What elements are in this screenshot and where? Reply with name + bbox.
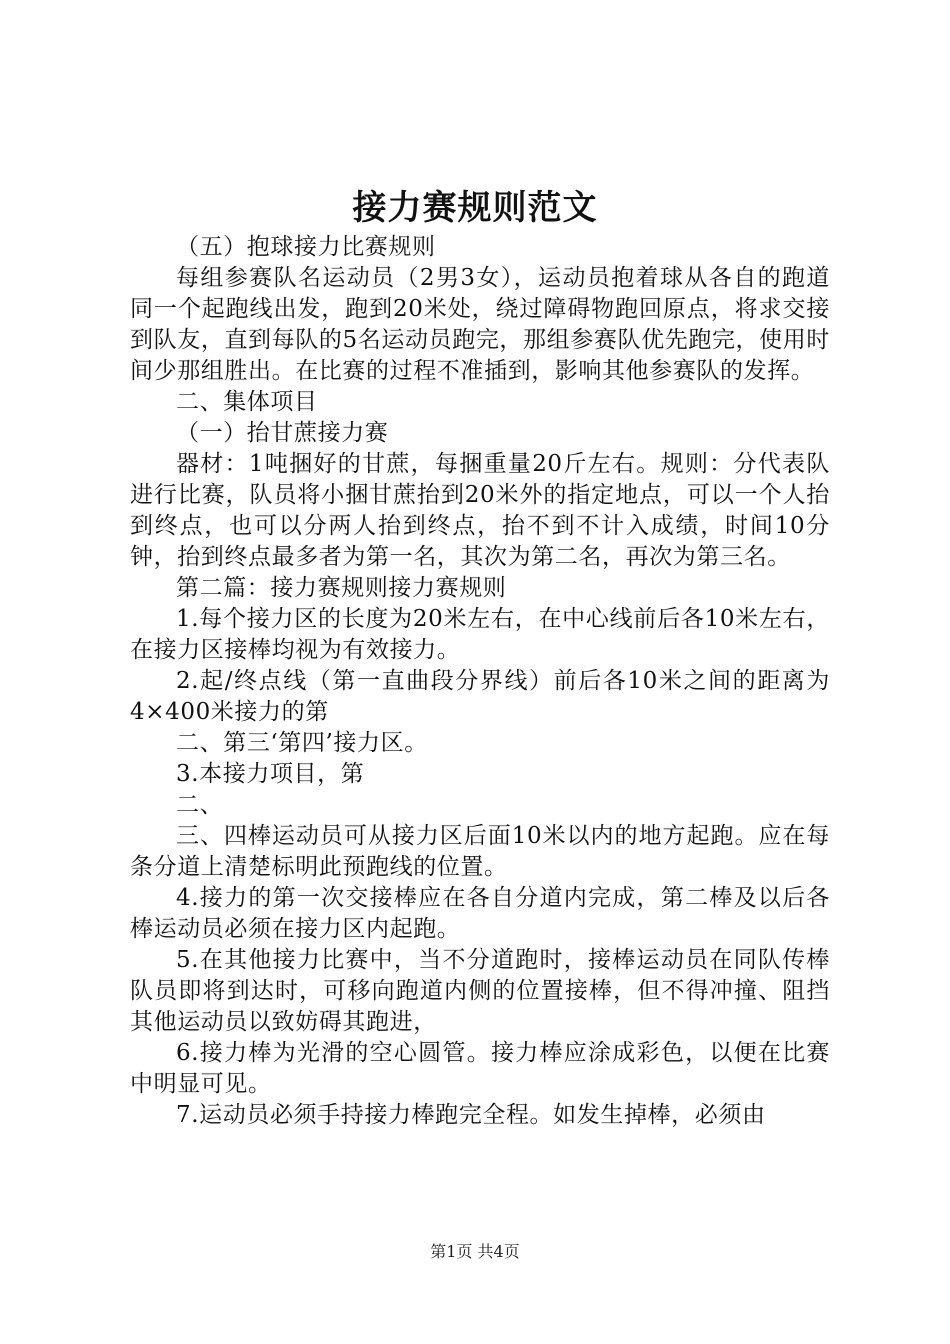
rule-item-3: 3.本接力项目，第 bbox=[176, 761, 365, 787]
rule-item-7: 7.运动员必须手持接力棒跑完全程。如发生掉棒，必须由 bbox=[176, 1102, 766, 1128]
rule-item-6: 6.接力棒为光滑的空心圆管。接力棒应涂成彩色，以便在比赛中明显可见。 bbox=[130, 1040, 830, 1097]
rule-item-5: 5.在其他接力比赛中，当不分道跑时，接棒运动员在同队传棒队员即将到达时，可移向跑道内侧的位置接棒，但不得冲撞、阻挡其他运动员以致妨碍其跑进， bbox=[130, 947, 830, 1035]
rule-item-2-continued: 二、第三‘第四’接力区。 bbox=[176, 730, 428, 756]
rule-item-3-fragment: 二、 bbox=[176, 792, 224, 818]
paragraph-ball-relay-rules: 每组参赛队名运动员（2男3女），运动员抱着球从各自的跑道同一个起跑线出发，跑到20米处，绕过障碍物跑回原点，将求交接到队友，直到每队的5名运动员跑完，那组参赛队优先跑完，使用时间少那组胜出。在比赛的过程不准插到，影响其他参赛队的发挥。 bbox=[130, 265, 830, 384]
document-body bbox=[130, 232, 830, 1131]
section-heading-ball-relay: （五）抱球接力比赛规则 bbox=[176, 234, 436, 260]
section-heading-sugarcane-relay: （一）抬甘蔗接力赛 bbox=[176, 420, 389, 446]
document-title: 接力赛规则范文 bbox=[352, 188, 598, 228]
rule-item-2: 2.起/终点线（第一直曲段分界线）前后各10米之间的距离为4×400米接力的第 bbox=[130, 668, 830, 725]
rule-item-4: 4.接力的第一次交接棒应在各自分道内完成，第二棒及以后各棒运动员必须在接力区内起跑。 bbox=[130, 885, 830, 942]
section-heading-part-two: 第二篇：接力赛规则接力赛规则 bbox=[176, 575, 507, 601]
rule-item-3-continued: 三、四棒运动员可从接力区后面10米以内的地方起跑。应在每条分道上清楚标明此预跑线的位置。 bbox=[130, 823, 830, 880]
page-footer: 第1页 共4页 bbox=[430, 1242, 520, 1261]
rule-item-1: 1.每个接力区的长度为20米左右，在中心线前后各10米左右，在接力区接棒均视为有效接力。 bbox=[130, 606, 830, 663]
paragraph-sugarcane-rules: 器材：1吨捆好的甘蔗，每捆重量20斤左右。规则：分代表队进行比赛，队员将小捆甘蔗抬到20米外的指定地点，可以一个人抬到终点，也可以分两人抬到终点，抬不到不计入成绩，时间10分钟，抬到终点最多者为第一名，其次为第二名，再次为第三名。 bbox=[130, 451, 830, 570]
section-heading-group-events: 二、集体项目 bbox=[176, 389, 318, 415]
